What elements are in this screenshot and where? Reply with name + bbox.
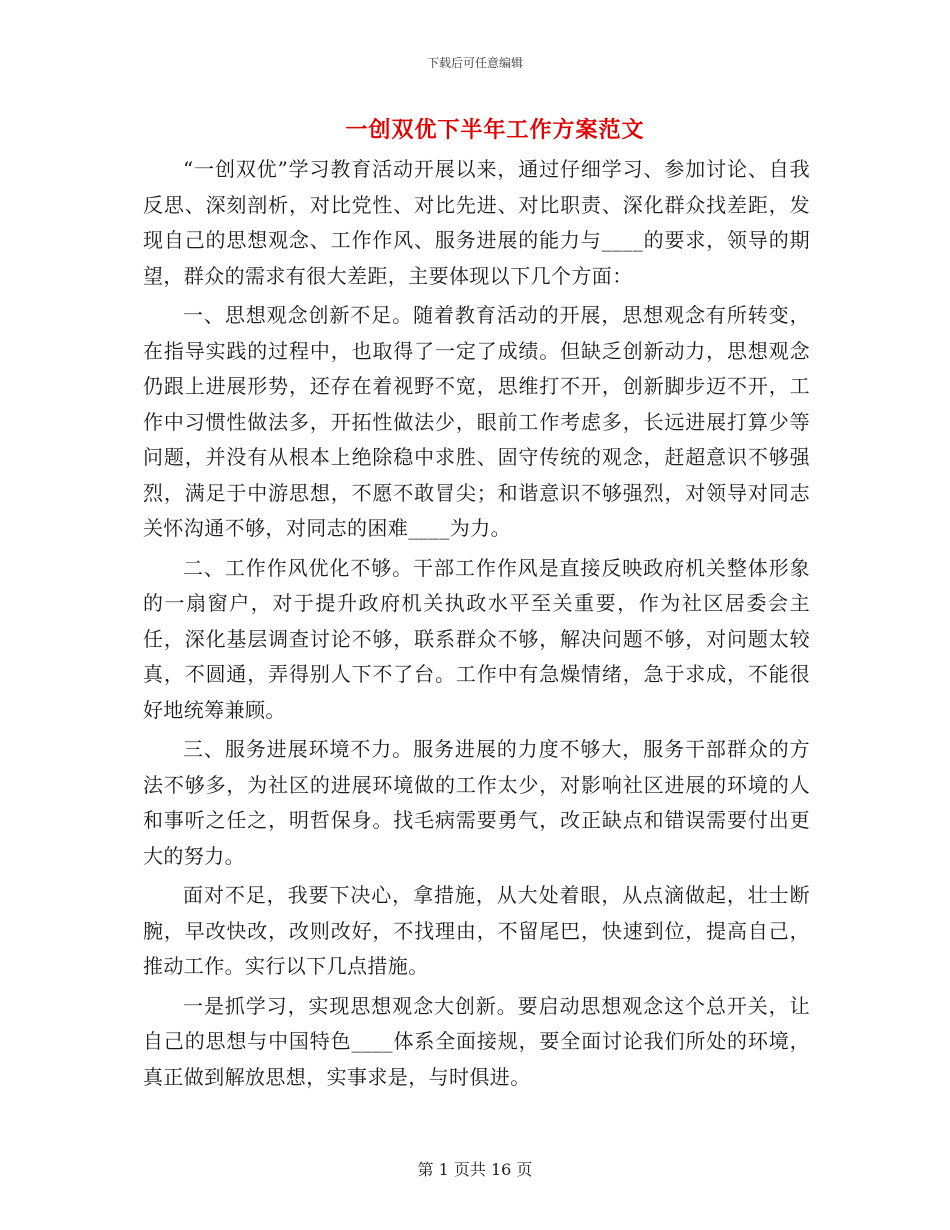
paragraph-measure-1: 一是抓学习，实现思想观念大创新。要启动思想观念这个总开关，让自己的思想与中国特色____体系全面接规，要全面讨论我们所处的环境，真正做到解放思想，实事求是，与时俱进。 (143, 993, 810, 1089)
paragraph-point-1: 一、思想观念创新不足。随着教育活动的开展，思想观念有所转变，在指导实践的过程中，也取得了一定了成绩。但缺乏创新动力，思想观念仍跟上进展形势，还存在着视野不宽，思维打不开，创新脚步迈不开，工作中习惯性做法多，开拓性做法少，眼前工作考虑多，长远进展打算少等问题，并没有从根本上绝除稳中求胜、固守传统的观念，赶超意识不够强烈，满足于中游思想，不愿不敢冒尖；和谐意识不够强烈，对领导对同志关怀沟通不够，对同志的困难____为力。 (143, 303, 810, 540)
header-note: 下载后可任意编辑 (426, 56, 523, 70)
document-body (143, 152, 810, 1099)
paragraph-point-2: 二、工作作风优化不够。干部工作作风是直接反映政府机关整体形象的一扇窗户，对于提升政府机关执政水平至关重要，作为社区居委会主任，深化基层调查讨论不够，联系群众不够，解决问题不够，对问题太较真，不圆通，弄得别人下不了台。工作中有急燥情绪，急于求成，不能很好地统筹兼顾。 (143, 555, 810, 722)
paragraph-intro: “一创双优”学习教育活动开展以来，通过仔细学习、参加讨论、自我反思、深刻剖析，对比党性、对比先进、对比职责、深化群众找差距，发现自己的思想观念、工作作风、服务进展的能力与____的要求，领导的期望，群众的需求有很大差距，主要体现以下几个方面： (143, 157, 810, 288)
page-number: 第 1 页共 16 页 (417, 1160, 533, 1179)
paragraph-resolution: 面对不足，我要下决心，拿措施，从大处着眼，从点滴做起，壮士断腕，早改快改，改则改好，不找理由，不留尾巴，快速到位，提高自己，推动工作。实行以下几点措施。 (143, 883, 810, 978)
document-title: 一创双优下半年工作方案范文 (345, 117, 645, 143)
paragraph-point-3: 三、服务进展环境不力。服务进展的力度不够大，服务干部群众的方法不够多，为社区的进展环境做的工作太少，对影响社区进展的环境的人和事听之任之，明哲保身。找毛病需要勇气，改正缺点和错误需要付出更大的努力。 (143, 737, 810, 868)
